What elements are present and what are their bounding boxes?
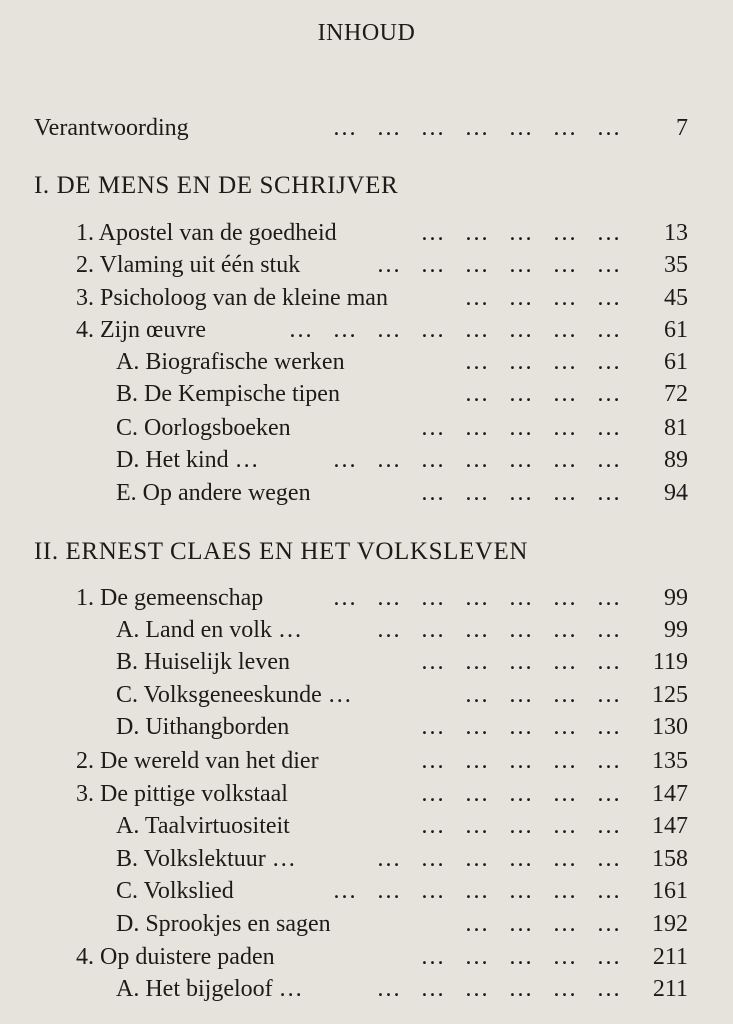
toc-page-number: 45 (664, 285, 688, 311)
toc-subentry (0, 617, 733, 651)
toc-page-number: 147 (652, 781, 688, 807)
leader-dots: … … … … (464, 911, 621, 937)
toc-subentry (0, 813, 733, 847)
leader-dots: … … … … … (420, 220, 621, 246)
toc-entry-label: 2. Vlaming uit één stuk (76, 252, 301, 278)
leader-dots: … … … … (464, 349, 621, 375)
toc-entry-label: B. Huiselijk leven (116, 649, 290, 675)
toc-entry-label: C. Volkslied (116, 878, 234, 904)
toc-page-number: 125 (652, 682, 688, 708)
toc-page-number: 13 (664, 220, 688, 246)
toc-entry-verantwoording (0, 115, 733, 149)
leader-dots: … … … … … … … … (288, 317, 621, 343)
toc-page-number: 158 (652, 846, 688, 872)
toc-subentry (0, 349, 733, 383)
leader-dots: … … … … … (420, 649, 621, 675)
toc-entry (0, 220, 733, 254)
toc-entry (0, 252, 733, 286)
leader-dots: … … … … (464, 285, 621, 311)
toc-subentry (0, 714, 733, 748)
toc-page-number: 211 (652, 976, 688, 1002)
leader-dots: … … … … … (420, 748, 621, 774)
toc-page-number: 89 (664, 447, 688, 473)
leader-dots: … … … … … … … (332, 447, 621, 473)
toc-entry-label: A. Biografische werken (116, 349, 345, 375)
toc-subentry (0, 480, 733, 514)
toc-subentry (0, 415, 733, 449)
toc-page-number: 99 (664, 617, 688, 643)
toc-entry-label: 3. Psicholoog van de kleine man (76, 285, 388, 311)
toc-entry-label: E. Op andere wegen (116, 480, 311, 506)
toc-page-number: 147 (652, 813, 688, 839)
toc-subentry (0, 381, 733, 415)
toc-page-number: 119 (652, 649, 688, 675)
toc-entry-label: 4. Op duistere paden (76, 944, 275, 970)
toc-entry-label: B. Volkslektuur … (116, 846, 296, 872)
toc-entry-label: A. Het bijgeloof … (116, 976, 303, 1002)
toc-page-number: 7 (676, 115, 688, 141)
toc-page-number: 72 (664, 381, 688, 407)
toc-entry-label: A. Land en volk … (116, 617, 302, 643)
leader-dots: … … … … (464, 682, 621, 708)
section-title-2: II. ERNEST CLAES EN HET VOLKSLEVEN (34, 538, 528, 565)
leader-dots: … … … … … … (376, 976, 621, 1002)
toc-entry (0, 585, 733, 619)
toc-entry-label: B. De Kempische tipen (116, 381, 340, 407)
toc-subentry (0, 649, 733, 683)
toc-subentry (0, 682, 733, 716)
toc-subentry (0, 447, 733, 481)
leader-dots: … … … … … (420, 813, 621, 839)
toc-entry (0, 317, 733, 351)
leader-dots: … … … … … (420, 714, 621, 740)
toc-entry (0, 748, 733, 782)
leader-dots: … … … … … … (376, 846, 621, 872)
toc-entry-label: D. Sprookjes en sagen (116, 911, 331, 937)
toc-entry-label: C. Oorlogsboeken (116, 415, 291, 441)
toc-entry-label: 3. De pittige volkstaal (76, 781, 288, 807)
toc-entry-label: 2. De wereld van het dier (76, 748, 319, 774)
toc-page-number: 161 (652, 878, 688, 904)
toc-entry (0, 285, 733, 319)
toc-page-number: 99 (664, 585, 688, 611)
toc-page-number: 81 (664, 415, 688, 441)
toc-page-number: 192 (652, 911, 688, 937)
toc-entry-label: C. Volksgeneeskunde … (116, 682, 352, 708)
toc-entry-label: D. Het kind … (116, 447, 259, 473)
leader-dots: … … … … … (420, 944, 621, 970)
toc-page-number: 130 (652, 714, 688, 740)
toc-subentry (0, 976, 733, 1010)
leader-dots: … … … … (464, 381, 621, 407)
toc-entry (0, 944, 733, 978)
leader-dots: … … … … … (420, 781, 621, 807)
toc-page-number: 61 (664, 349, 688, 375)
toc-entry-label: 1. De gemeenschap (76, 585, 264, 611)
leader-dots: … … … … … … (376, 252, 621, 278)
toc-subentry (0, 911, 733, 945)
leader-dots: … … … … … (420, 415, 621, 441)
toc-page-number: 61 (664, 317, 688, 343)
section-title-1: I. DE MENS EN DE SCHRIJVER (34, 172, 399, 199)
toc-entry-label: Verantwoording (34, 115, 189, 141)
toc-page-number: 94 (664, 480, 688, 506)
toc-page-number: 135 (652, 748, 688, 774)
toc-entry-label: D. Uithangborden (116, 714, 290, 740)
leader-dots: … … … … … … … (332, 115, 621, 141)
toc-entry-label: 1. Apostel van de goedheid (76, 220, 337, 246)
toc-page-number: 35 (664, 252, 688, 278)
page-title: INHOUD (317, 20, 416, 46)
leader-dots: … … … … … … … (332, 878, 621, 904)
toc-entry (0, 781, 733, 815)
toc-subentry (0, 878, 733, 912)
toc-subentry (0, 846, 733, 880)
toc-entry-label: 4. Zijn œuvre (76, 317, 206, 343)
leader-dots: … … … … … … … (332, 585, 621, 611)
leader-dots: … … … … … … (376, 617, 621, 643)
toc-page-number: 211 (652, 944, 688, 970)
toc-entry-label: A. Taalvirtuositeit (116, 813, 290, 839)
leader-dots: … … … … … (420, 480, 621, 506)
